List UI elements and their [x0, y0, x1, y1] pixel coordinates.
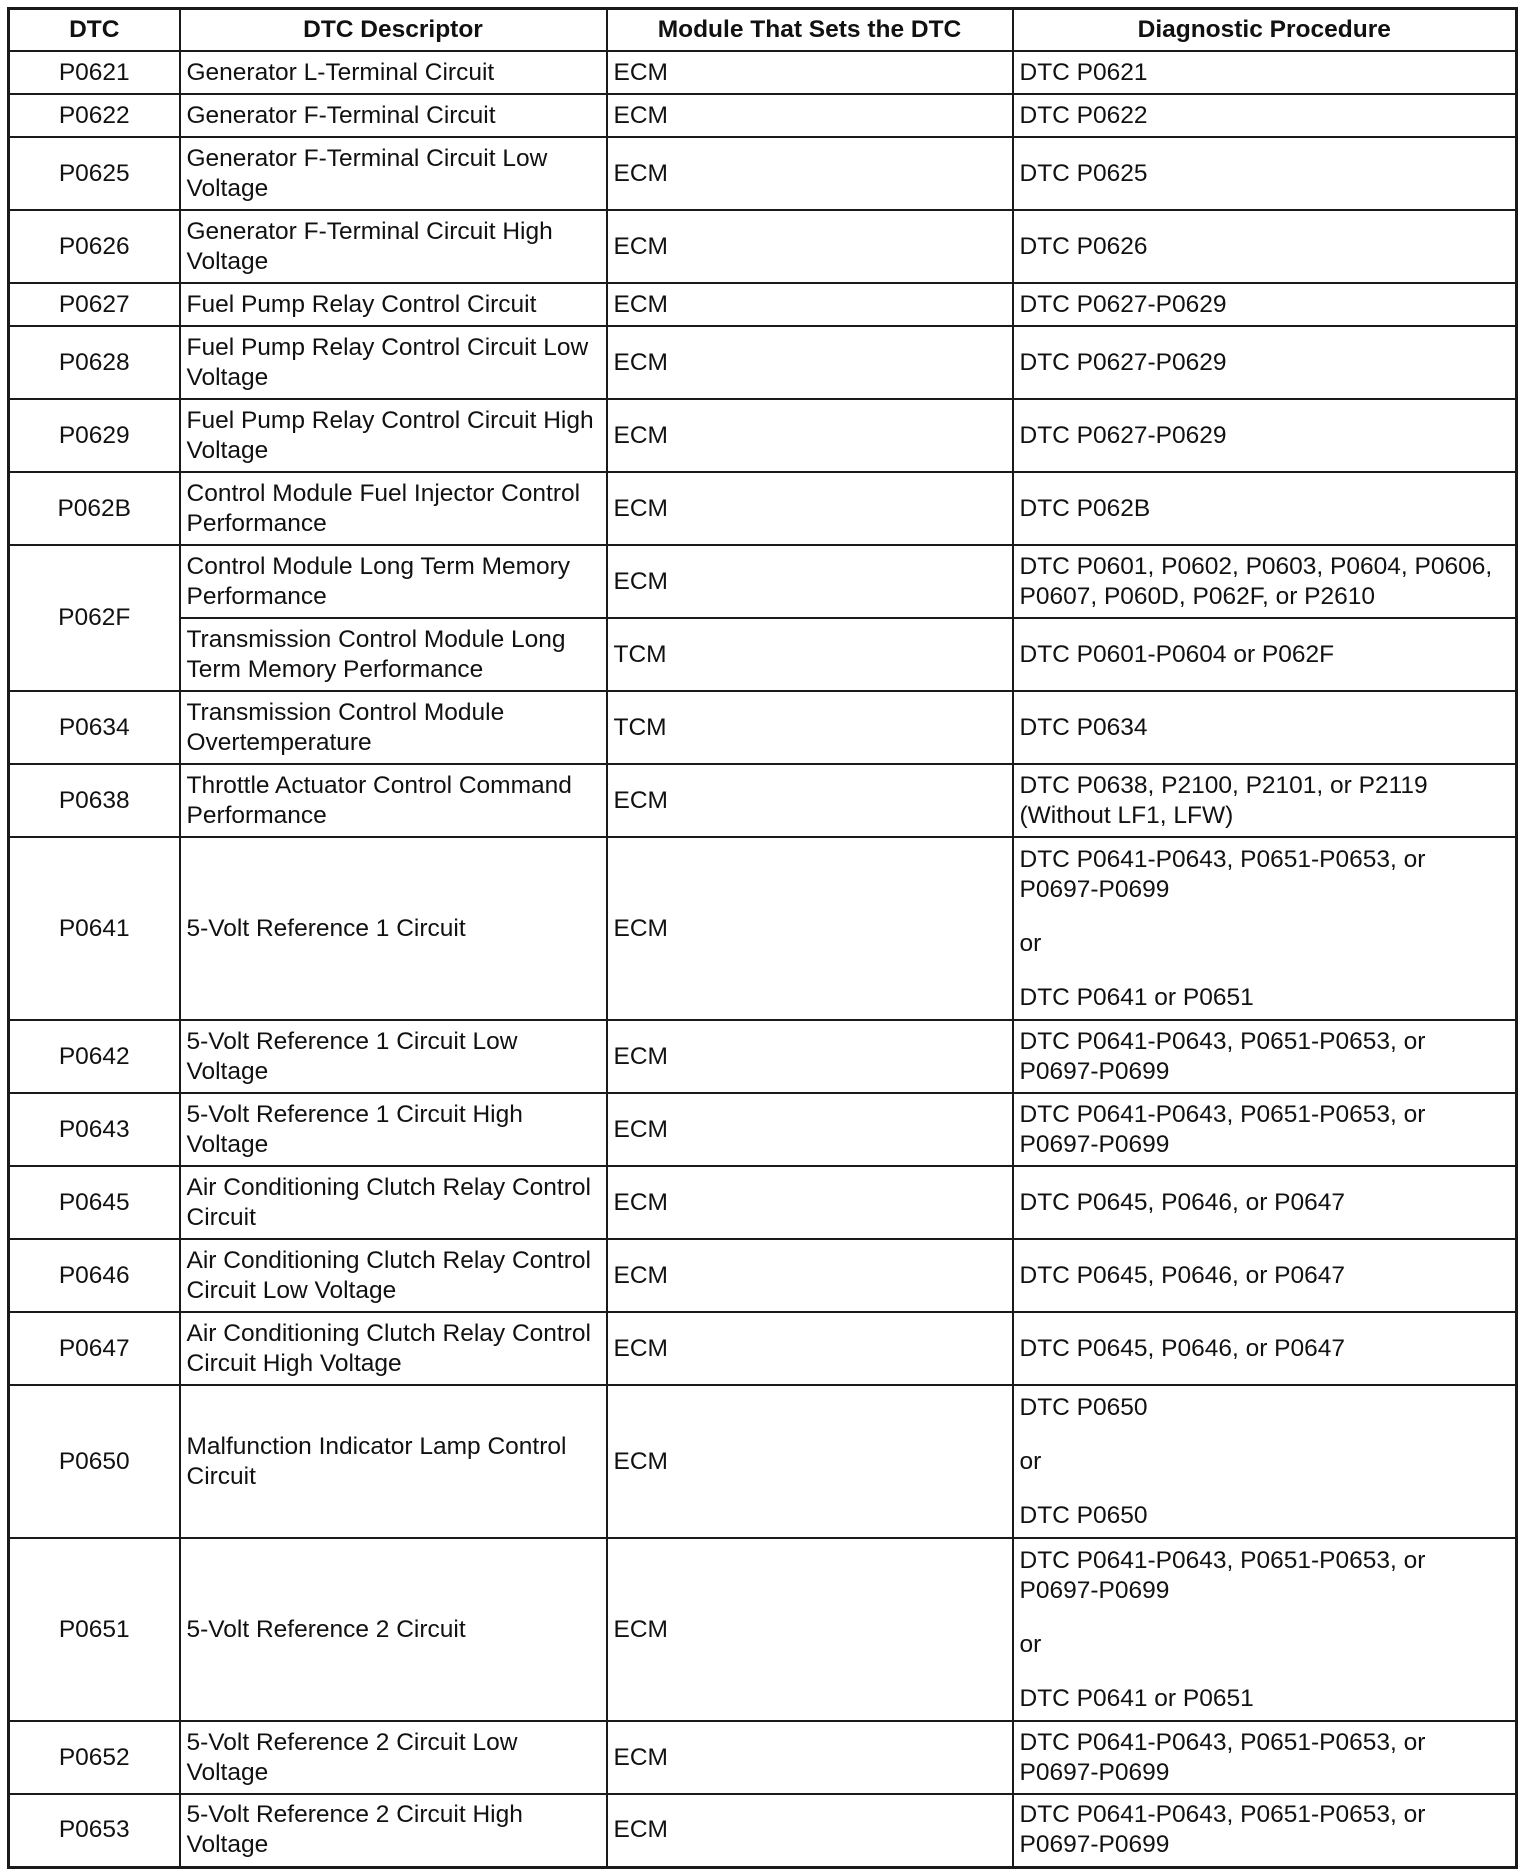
table-row [9, 283, 1517, 326]
module-cell: ECM [607, 94, 1013, 137]
descriptor-cell: Control Module Fuel Injector Control Performance [180, 472, 607, 545]
table-row [9, 837, 1517, 1020]
module-cell: ECM [607, 1385, 1013, 1538]
table-row [9, 51, 1517, 94]
dtc-code-cell: P0628 [9, 326, 180, 399]
procedure-line: DTC P0641 or P0651 [1019, 983, 1254, 1011]
descriptor-cell: Throttle Actuator Control Command Performance [180, 764, 607, 837]
descriptor-cell: Control Module Long Term Memory Performance [180, 545, 607, 618]
descriptor-cell: 5-Volt Reference 1 Circuit [180, 837, 607, 1020]
dtc-code-cell: P062B [9, 472, 180, 545]
descriptor-cell: Air Conditioning Clutch Relay Control Circuit [180, 1166, 607, 1239]
dtc-code-cell: P0638 [9, 764, 180, 837]
module-cell: ECM [607, 1166, 1013, 1239]
procedure-cell: DTC P0601-P0604 or P062F [1013, 618, 1517, 691]
dtc-code-cell: P0650 [9, 1385, 180, 1538]
table-row [9, 1312, 1517, 1385]
table-row [9, 399, 1517, 472]
procedure-cell [1013, 837, 1517, 1020]
descriptor-cell: Transmission Control Module Long Term Memory Performance [180, 618, 607, 691]
header-module: Module That Sets the DTC [607, 9, 1013, 52]
procedure-line: DTC P0641-P0643, P0651-P0653, or P0697-P0699 [1019, 845, 1426, 903]
procedure-line: DTC P0650 [1019, 1393, 1148, 1421]
header-row [9, 9, 1517, 52]
dtc-table [7, 7, 1518, 1869]
procedure-cell [1013, 1538, 1517, 1721]
module-cell: ECM [607, 399, 1013, 472]
procedure-cell: DTC P062B [1013, 472, 1517, 545]
header-dtc: DTC [9, 9, 180, 52]
dtc-code-cell: P062F [9, 545, 180, 691]
dtc-code-cell: P0652 [9, 1721, 180, 1794]
procedure-cell: DTC P0627-P0629 [1013, 326, 1517, 399]
procedure-cell: DTC P0645, P0646, or P0647 [1013, 1166, 1517, 1239]
module-cell: ECM [607, 1239, 1013, 1312]
header-procedure: Diagnostic Procedure [1013, 9, 1517, 52]
table-row [9, 618, 1517, 691]
dtc-code-cell: P0626 [9, 210, 180, 283]
module-cell: ECM [607, 1312, 1013, 1385]
descriptor-cell: Generator F-Terminal Circuit Low Voltage [180, 137, 607, 210]
descriptor-cell: 5-Volt Reference 2 Circuit [180, 1538, 607, 1721]
procedure-cell: DTC P0641-P0643, P0651-P0653, or P0697-P0699 [1013, 1721, 1517, 1794]
dtc-code-cell: P0641 [9, 837, 180, 1020]
dtc-code-cell: P0642 [9, 1020, 180, 1093]
dtc-code-cell: P0647 [9, 1312, 180, 1385]
descriptor-cell: 5-Volt Reference 1 Circuit Low Voltage [180, 1020, 607, 1093]
descriptor-cell: 5-Volt Reference 1 Circuit High Voltage [180, 1093, 607, 1166]
descriptor-cell: Generator F-Terminal Circuit High Voltage [180, 210, 607, 283]
table-row [9, 326, 1517, 399]
dtc-code-cell: P0627 [9, 283, 180, 326]
table-row [9, 545, 1517, 618]
procedure-cell: DTC P0622 [1013, 94, 1517, 137]
procedure-cell: DTC P0627-P0629 [1013, 283, 1517, 326]
table-row [9, 1794, 1517, 1867]
procedure-cell [1013, 1385, 1517, 1538]
table-row [9, 472, 1517, 545]
descriptor-cell: Generator L-Terminal Circuit [180, 51, 607, 94]
table-row [9, 210, 1517, 283]
dtc-code-cell: P0629 [9, 399, 180, 472]
descriptor-cell: 5-Volt Reference 2 Circuit High Voltage [180, 1794, 607, 1867]
dtc-code-cell: P0645 [9, 1166, 180, 1239]
descriptor-cell: Generator F-Terminal Circuit [180, 94, 607, 137]
descriptor-cell: Fuel Pump Relay Control Circuit [180, 283, 607, 326]
module-cell: TCM [607, 691, 1013, 764]
procedure-cell: DTC P0626 [1013, 210, 1517, 283]
module-cell: ECM [607, 545, 1013, 618]
module-cell: ECM [607, 1721, 1013, 1794]
table-row [9, 137, 1517, 210]
descriptor-cell: Fuel Pump Relay Control Circuit High Voltage [180, 399, 607, 472]
procedure-cell: DTC P0627-P0629 [1013, 399, 1517, 472]
descriptor-cell: Malfunction Indicator Lamp Control Circuit [180, 1385, 607, 1538]
dtc-code-cell: P0651 [9, 1538, 180, 1721]
descriptor-cell: Air Conditioning Clutch Relay Control Circuit Low Voltage [180, 1239, 607, 1312]
procedure-cell: DTC P0641-P0643, P0651-P0653, or P0697-P0699 [1013, 1020, 1517, 1093]
procedure-cell: DTC P0601, P0602, P0603, P0604, P0606, P0607, P060D, P062F, or P2610 [1013, 545, 1517, 618]
dtc-code-cell: P0621 [9, 51, 180, 94]
procedure-or: or [1019, 929, 1042, 957]
module-cell: ECM [607, 51, 1013, 94]
module-cell: ECM [607, 1093, 1013, 1166]
procedure-line: DTC P0641-P0643, P0651-P0653, or P0697-P0699 [1019, 1546, 1426, 1604]
dtc-code-cell: P0643 [9, 1093, 180, 1166]
module-cell: ECM [607, 210, 1013, 283]
procedure-cell: DTC P0638, P2100, P2101, or P2119 (Without LF1, LFW) [1013, 764, 1517, 837]
module-cell: ECM [607, 283, 1013, 326]
header-descriptor: DTC Descriptor [180, 9, 607, 52]
dtc-code-cell: P0634 [9, 691, 180, 764]
procedure-or: or [1019, 1447, 1042, 1475]
table-row [9, 1020, 1517, 1093]
procedure-cell: DTC P0641-P0643, P0651-P0653, or P0697-P0699 [1013, 1093, 1517, 1166]
module-cell: TCM [607, 618, 1013, 691]
descriptor-cell: Air Conditioning Clutch Relay Control Circuit High Voltage [180, 1312, 607, 1385]
dtc-code-cell: P0653 [9, 1794, 180, 1867]
table-row [9, 1538, 1517, 1721]
descriptor-cell: Fuel Pump Relay Control Circuit Low Voltage [180, 326, 607, 399]
module-cell: ECM [607, 1020, 1013, 1093]
module-cell: ECM [607, 837, 1013, 1020]
procedure-cell: DTC P0634 [1013, 691, 1517, 764]
dtc-code-cell: P0625 [9, 137, 180, 210]
procedure-cell: DTC P0645, P0646, or P0647 [1013, 1239, 1517, 1312]
table-row [9, 94, 1517, 137]
module-cell: ECM [607, 472, 1013, 545]
module-cell: ECM [607, 764, 1013, 837]
descriptor-cell: 5-Volt Reference 2 Circuit Low Voltage [180, 1721, 607, 1794]
table-row [9, 764, 1517, 837]
table-row [9, 1721, 1517, 1794]
table-row [9, 1166, 1517, 1239]
procedure-cell: DTC P0645, P0646, or P0647 [1013, 1312, 1517, 1385]
procedure-line: DTC P0650 [1019, 1501, 1148, 1529]
procedure-cell: DTC P0641-P0643, P0651-P0653, or P0697-P0699 [1013, 1794, 1517, 1867]
module-cell: ECM [607, 1794, 1013, 1867]
module-cell: ECM [607, 1538, 1013, 1721]
dtc-code-cell: P0622 [9, 94, 180, 137]
module-cell: ECM [607, 326, 1013, 399]
table-row [9, 691, 1517, 764]
module-cell: ECM [607, 137, 1013, 210]
table-row [9, 1239, 1517, 1312]
procedure-or: or [1019, 1630, 1042, 1658]
procedure-cell: DTC P0625 [1013, 137, 1517, 210]
procedure-cell: DTC P0621 [1013, 51, 1517, 94]
table-row [9, 1093, 1517, 1166]
dtc-code-cell: P0646 [9, 1239, 180, 1312]
table-row [9, 1385, 1517, 1538]
descriptor-cell: Transmission Control Module Overtemperature [180, 691, 607, 764]
procedure-line: DTC P0641 or P0651 [1019, 1684, 1254, 1712]
